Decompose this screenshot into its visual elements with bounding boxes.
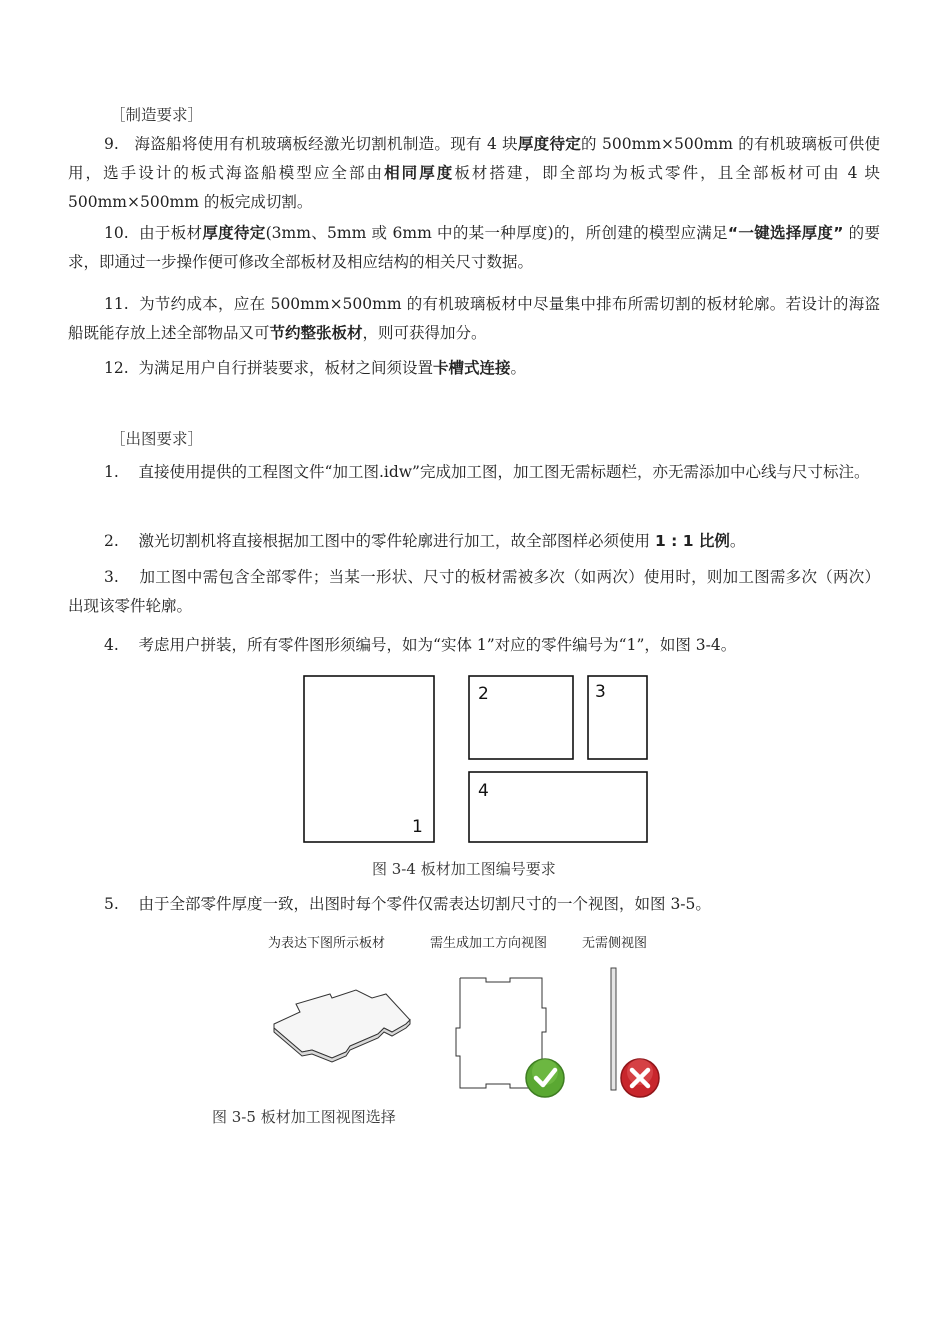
item-text: 加工图中需包含全部零件；当某一形状、尺寸的板材需被多次（如两次）使用时，则加工图需多次（两次）出现该零件轮廓。 [68, 568, 880, 615]
item-number: 3. [104, 568, 119, 586]
part-number-1: 1 [412, 817, 423, 837]
emphasis-text: 厚度待定 [517, 135, 582, 153]
emphasis-text: 厚度待定 [202, 224, 266, 242]
item-number: 2. [104, 532, 119, 550]
item-text: 。 [729, 532, 746, 550]
figure-caption-3-5: 图 3-5 板材加工图视图选择 [212, 1108, 396, 1126]
item-text: 激光切割机将直接根据加工图中的零件轮廓进行加工，故全部图样必须使用 [138, 532, 655, 550]
check-icon [526, 1059, 564, 1097]
item-text: 板材搭建，即全部均为板式零件，且全部板材可由 4 块 500mm×500mm 的板完成切割。 [68, 164, 880, 211]
part-number-2: 2 [478, 684, 489, 704]
isometric-plate-illustration [274, 990, 410, 1062]
section-heading-manufacturing: ［制造要求］ [110, 106, 204, 124]
list-item-11 [68, 290, 880, 348]
list-item-2 [68, 527, 880, 556]
figure-label-left: 为表达下图所示板材 [268, 936, 386, 951]
item-number: 9. [104, 135, 119, 153]
item-number: 12. [104, 359, 129, 377]
item-number: 4. [104, 636, 119, 654]
figure-label-right: 无需侧视图 [582, 936, 648, 951]
emphasis-text: 相同厚度 [384, 164, 455, 182]
list-item-12 [68, 354, 880, 383]
list-item-1 [68, 458, 880, 487]
figure-caption-3-4: 图 3-4 板材加工图编号要求 [372, 860, 556, 878]
emphasis-text: 卡槽式连接 [433, 359, 511, 377]
item-text: 由于全部零件厚度一致，出图时每个零件仅需表达切割尺寸的一个视图，如图 3-5。 [138, 895, 711, 913]
item-text: 为节约成本，应在 500mm×500mm 的有机玻璃板材中尽量集中排布所需切割的板材轮廓。若设计的海盗船既能存放上述全部物品又可 [68, 295, 881, 342]
item-text: 由于板材 [139, 224, 203, 242]
emphasis-text: “一键选择厚度” [727, 224, 844, 242]
figure-3-5 [260, 928, 680, 1104]
part-outline-4 [469, 772, 647, 842]
item-text: 为满足用户自行拼装要求，板材之间须设置 [138, 359, 434, 377]
list-item-5 [68, 890, 880, 919]
list-item-3 [68, 563, 880, 621]
figure-label-mid: 需生成加工方向视图 [430, 936, 548, 951]
list-item-4 [68, 631, 880, 660]
item-number: 11. [104, 295, 129, 313]
item-text: 。 [510, 359, 527, 377]
item-text: 考虑用户拼装，所有零件图形须编号，如为“实体 1”对应的零件编号为“1”，如图 3-4。 [138, 636, 737, 654]
item-text: 的要求，即通过一步操作便可修改全部板材及相应结构的相关尺寸数据。 [68, 224, 880, 271]
item-number: 10. [104, 224, 129, 242]
item-number: 5. [104, 895, 119, 913]
emphasis-text: 1 : 1 比例 [654, 532, 730, 550]
item-text: 直接使用提供的工程图文件“加工图.idw”完成加工图，加工图无需标题栏，亦无需添加中心线与尺寸标注。 [138, 463, 870, 481]
cross-icon [621, 1059, 659, 1097]
side-view-illustration [611, 968, 616, 1090]
figure-3-4 [300, 672, 652, 846]
emphasis-text: 节约整张板材 [269, 324, 363, 342]
list-item-10 [68, 219, 880, 277]
part-number-4: 4 [478, 781, 489, 801]
part-number-3: 3 [595, 682, 606, 702]
section-heading-drawing: ［出图要求］ [110, 430, 204, 448]
item-text: 海盗船将使用有机玻璃板经激光切割机制造。现有 4 块 [134, 135, 518, 153]
item-text: 的 500mm×500mm 的有机玻璃板可供使用，选手设计的板式海盗船模型应全部由 [68, 135, 880, 182]
item-text: ，则可获得加分。 [362, 324, 487, 342]
item-text: (3mm、5mm 或 6mm 中的某一种厚度)的，所创建的模型应满足 [265, 224, 728, 242]
item-number: 1. [104, 463, 119, 481]
list-item-9 [68, 130, 880, 217]
